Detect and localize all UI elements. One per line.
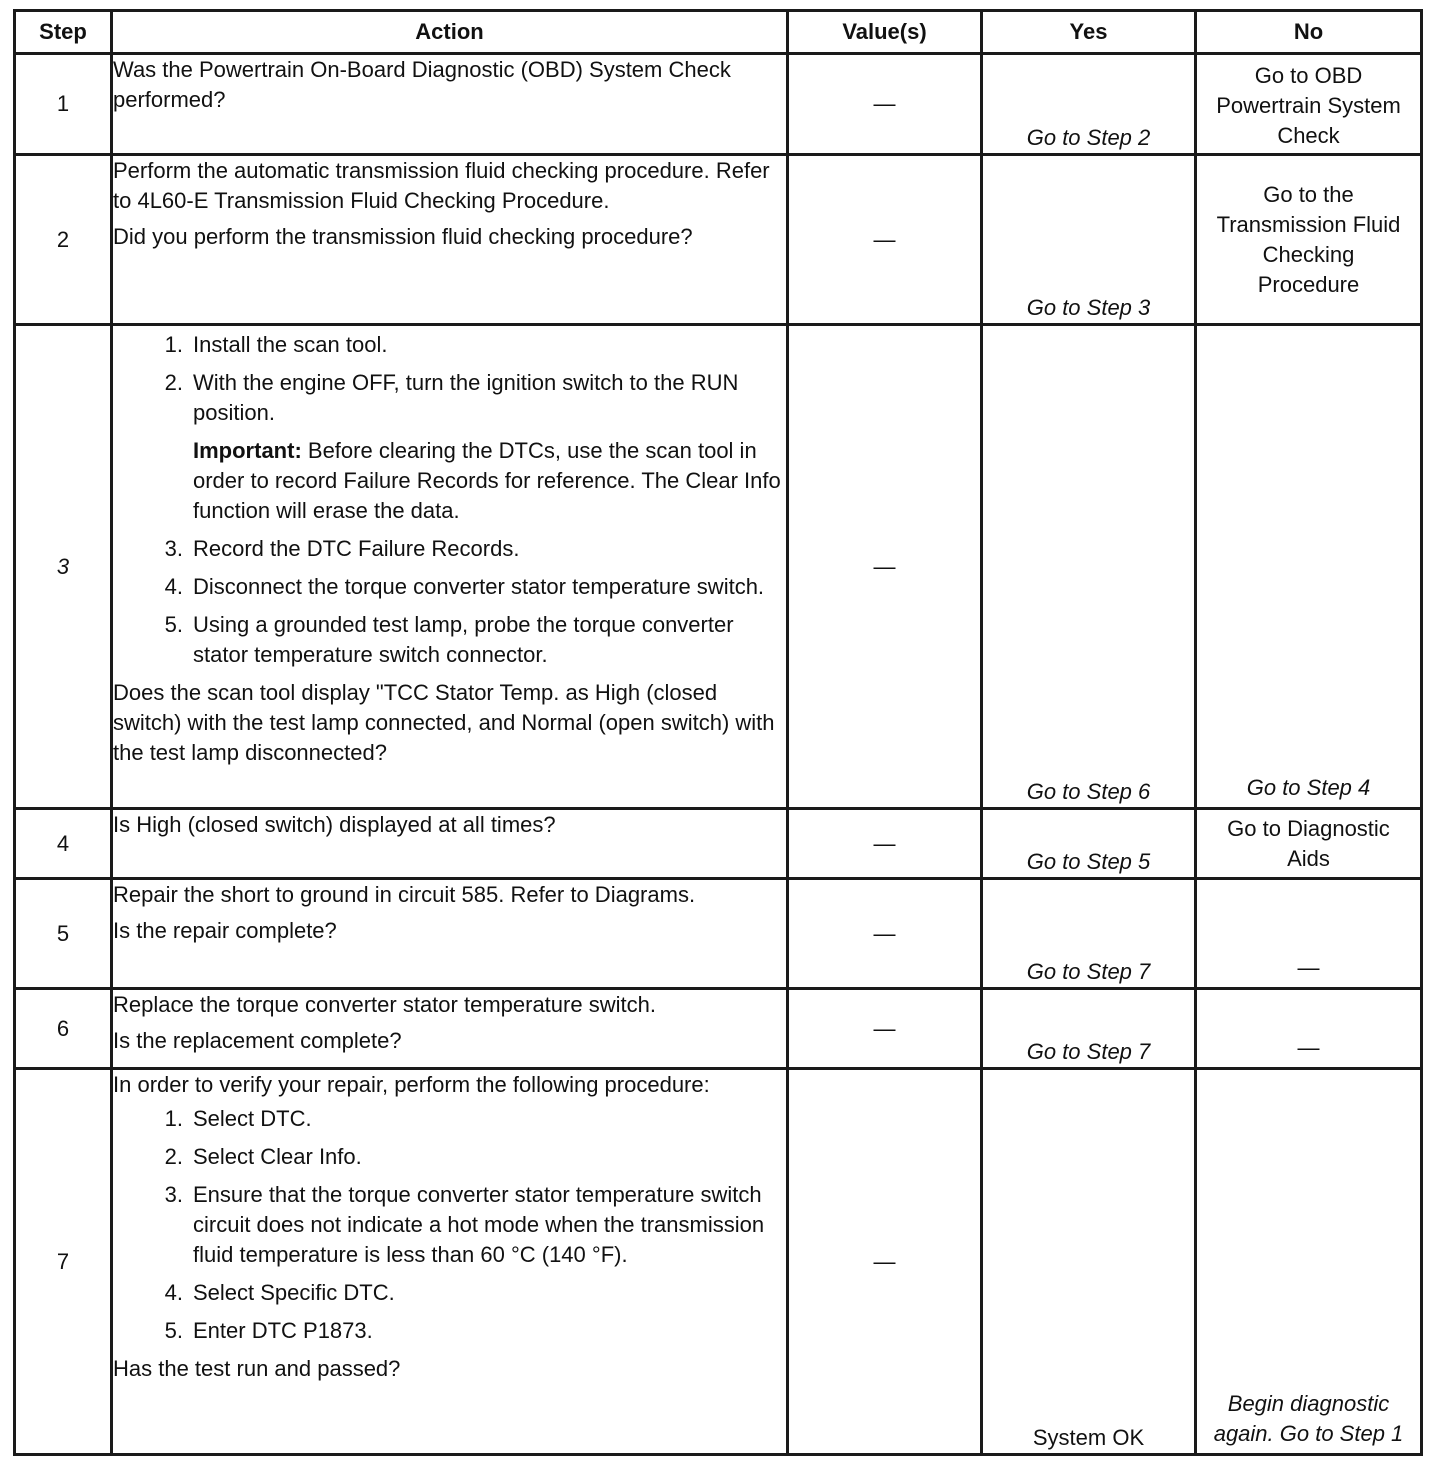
step-number: 6 xyxy=(15,989,112,1069)
list-item xyxy=(113,1142,786,1172)
diagnostic-table xyxy=(13,9,1423,1456)
yes-cell: Go to Step 6 xyxy=(982,325,1196,809)
table-row xyxy=(15,989,1422,1069)
action-cell xyxy=(112,989,788,1069)
action-cell xyxy=(112,325,788,809)
list-item xyxy=(113,534,786,564)
step-number: 2 xyxy=(15,155,112,325)
action-text: Was the Powertrain On-Board Diagnostic (OBD) System Check performed? xyxy=(113,57,731,112)
no-cell: Go to Step 4 xyxy=(1196,325,1422,809)
header-row xyxy=(15,11,1422,54)
header-action: Action xyxy=(112,11,788,54)
table-row xyxy=(15,325,1422,809)
list-text: Record the DTC Failure Records. xyxy=(193,536,520,561)
step-number: 7 xyxy=(15,1069,112,1455)
yes-cell: Go to Step 7 xyxy=(982,989,1196,1069)
no-cell: — xyxy=(1196,989,1422,1069)
header-step: Step xyxy=(15,11,112,54)
list-number: 3. xyxy=(164,536,183,561)
action-question: Does the scan tool display "TCC Stator Temp. as High (closed switch) with the test lamp connected, and Normal (open switch) with the test lamp disconnected? xyxy=(113,680,775,765)
list-item xyxy=(113,1104,786,1134)
list-text: Select Specific DTC. xyxy=(193,1280,395,1305)
list-text: Using a grounded test lamp, probe the torque converter stator temperature switch connector. xyxy=(193,612,734,667)
yes-cell: Go to Step 7 xyxy=(982,879,1196,989)
action-cell xyxy=(112,1069,788,1455)
table-row xyxy=(15,809,1422,879)
list-text: Disconnect the torque converter stator temperature switch. xyxy=(193,574,765,599)
note-label: Important: xyxy=(193,438,302,463)
table-row xyxy=(15,155,1422,325)
header-yes: Yes xyxy=(982,11,1196,54)
procedure-list xyxy=(113,1104,786,1346)
list-text: Install the scan tool. xyxy=(193,332,388,357)
action-text: Is High (closed switch) displayed at all times? xyxy=(113,812,556,837)
value-cell: — xyxy=(788,54,982,155)
yes-cell: Go to Step 3 xyxy=(982,155,1196,325)
list-item xyxy=(113,368,786,428)
no-cell: Go to OBD Powertrain System Check xyxy=(1196,54,1422,155)
action-question: Is the replacement complete? xyxy=(113,1028,402,1053)
table-row xyxy=(15,1069,1422,1455)
value-cell: — xyxy=(788,809,982,879)
list-number: 4. xyxy=(164,574,183,599)
list-text: Ensure that the torque converter stator temperature switch circuit does not indicate a hot mode when the transmission fluid temperature is less than 60 °C (140 °F). xyxy=(193,1182,765,1267)
no-cell: Go to the Transmission Fluid Checking Procedure xyxy=(1196,155,1422,325)
action-text: Repair the short to ground in circuit 585. Refer to Diagrams. xyxy=(113,882,696,907)
action-text: Perform the automatic transmission fluid checking procedure. Refer to 4L60-E Transmission Fluid Checking Procedure. xyxy=(113,158,770,213)
important-note xyxy=(193,436,786,526)
list-number: 5. xyxy=(164,1318,183,1343)
procedure-list xyxy=(113,330,786,428)
note-text: Before clearing the DTCs, use the scan tool in order to record Failure Records for reference. The Clear Info function will erase the data. xyxy=(193,438,781,523)
list-number: 2. xyxy=(164,370,183,395)
list-item xyxy=(113,1180,786,1270)
action-cell xyxy=(112,809,788,879)
table-row xyxy=(15,54,1422,155)
action-question: Has the test run and passed? xyxy=(113,1356,401,1381)
action-question: Did you perform the transmission fluid checking procedure? xyxy=(113,224,693,249)
action-text: In order to verify your repair, perform the following procedure: xyxy=(113,1072,710,1097)
list-item xyxy=(113,610,786,670)
list-number: 2. xyxy=(164,1144,183,1169)
list-item xyxy=(113,1316,786,1346)
no-cell: Begin diagnostic again. Go to Step 1 xyxy=(1196,1069,1422,1455)
list-number: 1. xyxy=(164,1106,183,1131)
list-number: 4. xyxy=(164,1280,183,1305)
list-item xyxy=(113,1278,786,1308)
step-number: 1 xyxy=(15,54,112,155)
step-number: 3 xyxy=(15,325,112,809)
table-row xyxy=(15,879,1422,989)
value-cell: — xyxy=(788,879,982,989)
yes-cell: System OK xyxy=(982,1069,1196,1455)
step-number: 4 xyxy=(15,809,112,879)
action-text: Replace the torque converter stator temperature switch. xyxy=(113,992,656,1017)
procedure-list xyxy=(113,534,786,670)
value-cell: — xyxy=(788,989,982,1069)
value-cell: — xyxy=(788,325,982,809)
list-number: 3. xyxy=(164,1182,183,1207)
no-cell: Go to Diagnostic Aids xyxy=(1196,809,1422,879)
no-cell: — xyxy=(1196,879,1422,989)
list-item xyxy=(113,330,786,360)
list-text: With the engine OFF, turn the ignition switch to the RUN position. xyxy=(193,370,739,425)
list-text: Select Clear Info. xyxy=(193,1144,362,1169)
yes-cell: Go to Step 5 xyxy=(982,809,1196,879)
list-number: 5. xyxy=(164,612,183,637)
header-no: No xyxy=(1196,11,1422,54)
value-cell: — xyxy=(788,1069,982,1455)
step-number: 5 xyxy=(15,879,112,989)
action-question: Is the repair complete? xyxy=(113,918,337,943)
action-cell xyxy=(112,879,788,989)
header-values: Value(s) xyxy=(788,11,982,54)
list-text: Select DTC. xyxy=(193,1106,312,1131)
list-text: Enter DTC P1873. xyxy=(193,1318,373,1343)
value-cell: — xyxy=(788,155,982,325)
action-cell xyxy=(112,54,788,155)
list-item xyxy=(113,572,786,602)
list-number: 1. xyxy=(164,332,183,357)
yes-cell: Go to Step 2 xyxy=(982,54,1196,155)
action-cell xyxy=(112,155,788,325)
